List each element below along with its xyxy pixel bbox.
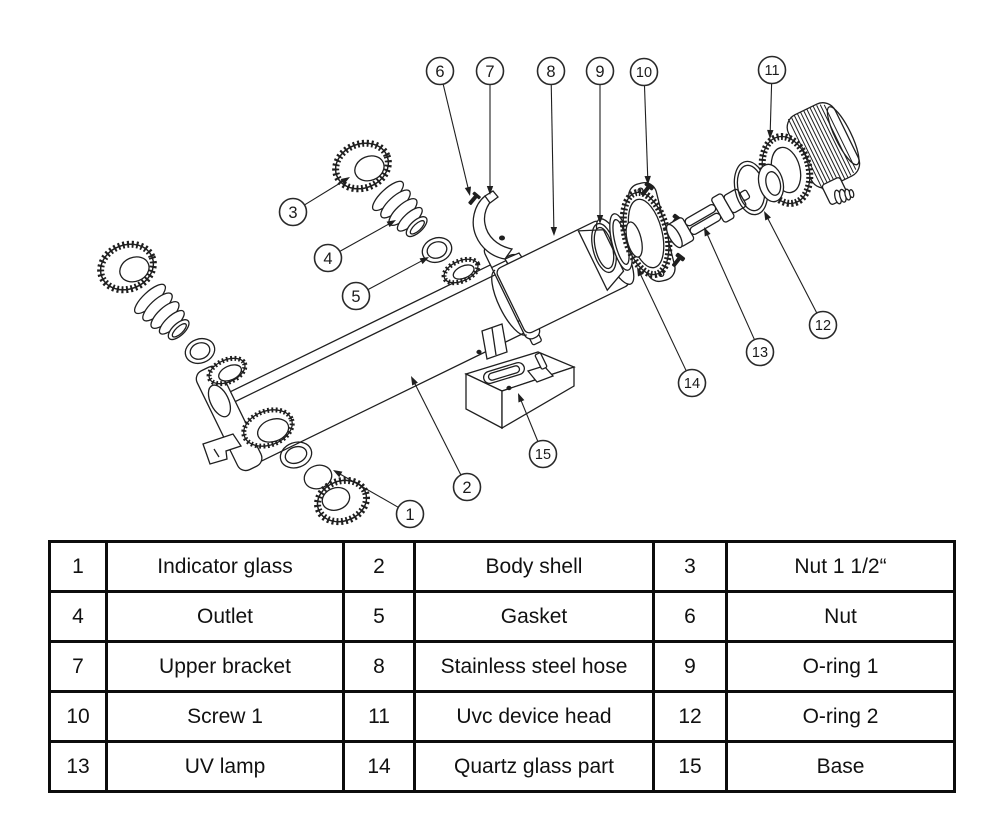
part-number-cell: 1 xyxy=(50,542,107,592)
part-number-cell: 15 xyxy=(654,742,727,792)
table-row xyxy=(50,742,955,792)
callout-number: 1 xyxy=(405,505,415,524)
callout-number: 10 xyxy=(635,65,653,82)
part-name-cell: O-ring 2 xyxy=(727,692,955,742)
leader-line xyxy=(368,260,424,290)
parts-table-body xyxy=(50,542,955,792)
callout-number: 5 xyxy=(351,287,361,306)
part-uvc-head xyxy=(755,96,868,208)
part-gasket-inlet-left xyxy=(182,335,218,368)
part-nut-inlet-left xyxy=(94,236,161,297)
part-number-cell: 8 xyxy=(344,642,415,692)
callout-number: 7 xyxy=(485,62,495,81)
leader-line xyxy=(414,381,461,475)
callout-number: 12 xyxy=(814,318,832,335)
part-name-cell: Stainless steel hose xyxy=(415,642,654,692)
leader-line xyxy=(770,83,771,133)
table-row xyxy=(50,592,955,642)
part-barb-inlet-left xyxy=(131,280,198,348)
table-row xyxy=(50,542,955,592)
part-name-cell: Quartz glass part xyxy=(415,742,654,792)
part-number-cell: 7 xyxy=(50,642,107,692)
leader-line xyxy=(767,216,817,313)
callout-number: 14 xyxy=(683,376,701,393)
part-upper-bracket xyxy=(473,191,525,269)
part-number-cell: 11 xyxy=(344,692,415,742)
callout-number: 4 xyxy=(323,249,333,268)
leader-arrowhead xyxy=(465,187,471,196)
part-number-cell: 9 xyxy=(654,642,727,692)
leader-line xyxy=(640,272,687,370)
callout-9 xyxy=(587,58,614,225)
callout-number: 8 xyxy=(546,62,556,81)
part-number-cell: 4 xyxy=(50,592,107,642)
part-name-cell: Outlet xyxy=(107,592,344,642)
part-nut-bottom xyxy=(312,474,373,529)
leader-line xyxy=(443,84,468,190)
callout-number: 11 xyxy=(764,63,780,80)
callout-number: 9 xyxy=(595,62,605,81)
callout-number: 13 xyxy=(751,345,769,362)
callout-11 xyxy=(759,57,786,140)
callout-number: 6 xyxy=(435,62,445,81)
leader-line xyxy=(644,85,647,179)
part-name-cell: Nut xyxy=(727,592,955,642)
leader-line xyxy=(340,223,391,251)
leader-line xyxy=(551,84,554,230)
part-name-cell: UV lamp xyxy=(107,742,344,792)
part-name-cell: Upper bracket xyxy=(107,642,344,692)
callout-10 xyxy=(631,59,658,186)
part-number-cell: 3 xyxy=(654,542,727,592)
part-number-cell: 2 xyxy=(344,542,415,592)
part-name-cell: Body shell xyxy=(415,542,654,592)
leader-arrowhead xyxy=(333,470,342,477)
parts-table xyxy=(48,540,956,793)
part-name-cell: Nut 1 1/2“ xyxy=(727,542,955,592)
leader-arrowhead xyxy=(764,211,771,220)
callout-4 xyxy=(315,220,397,272)
part-number-cell: 5 xyxy=(344,592,415,642)
callout-6 xyxy=(427,58,472,197)
callout-12 xyxy=(764,211,837,339)
part-number-cell: 6 xyxy=(654,592,727,642)
part-number-cell: 14 xyxy=(344,742,415,792)
leader-arrowhead xyxy=(551,227,557,236)
callout-7 xyxy=(477,58,504,196)
callout-number: 2 xyxy=(462,478,472,497)
part-name-cell: O-ring 1 xyxy=(727,642,955,692)
part-name-cell: Base xyxy=(727,742,955,792)
callout-number: 3 xyxy=(288,203,298,222)
callout-number: 15 xyxy=(534,447,552,464)
part-nut-upper xyxy=(329,135,396,196)
part-outlet-barb xyxy=(369,177,436,245)
leader-line xyxy=(706,232,754,339)
part-name-cell: Gasket xyxy=(415,592,654,642)
part-number-cell: 10 xyxy=(50,692,107,742)
part-name-cell: Screw 1 xyxy=(107,692,344,742)
callout-13 xyxy=(704,227,774,366)
part-number-cell: 13 xyxy=(50,742,107,792)
leader-line xyxy=(305,180,345,205)
part-name-cell: Uvc device head xyxy=(415,692,654,742)
leader-arrowhead xyxy=(704,227,711,237)
table-row xyxy=(50,642,955,692)
callout-8 xyxy=(538,58,565,237)
part-name-cell: Indicator glass xyxy=(107,542,344,592)
part-number-cell: 12 xyxy=(654,692,727,742)
callout-14 xyxy=(637,267,706,397)
table-row xyxy=(50,692,955,742)
